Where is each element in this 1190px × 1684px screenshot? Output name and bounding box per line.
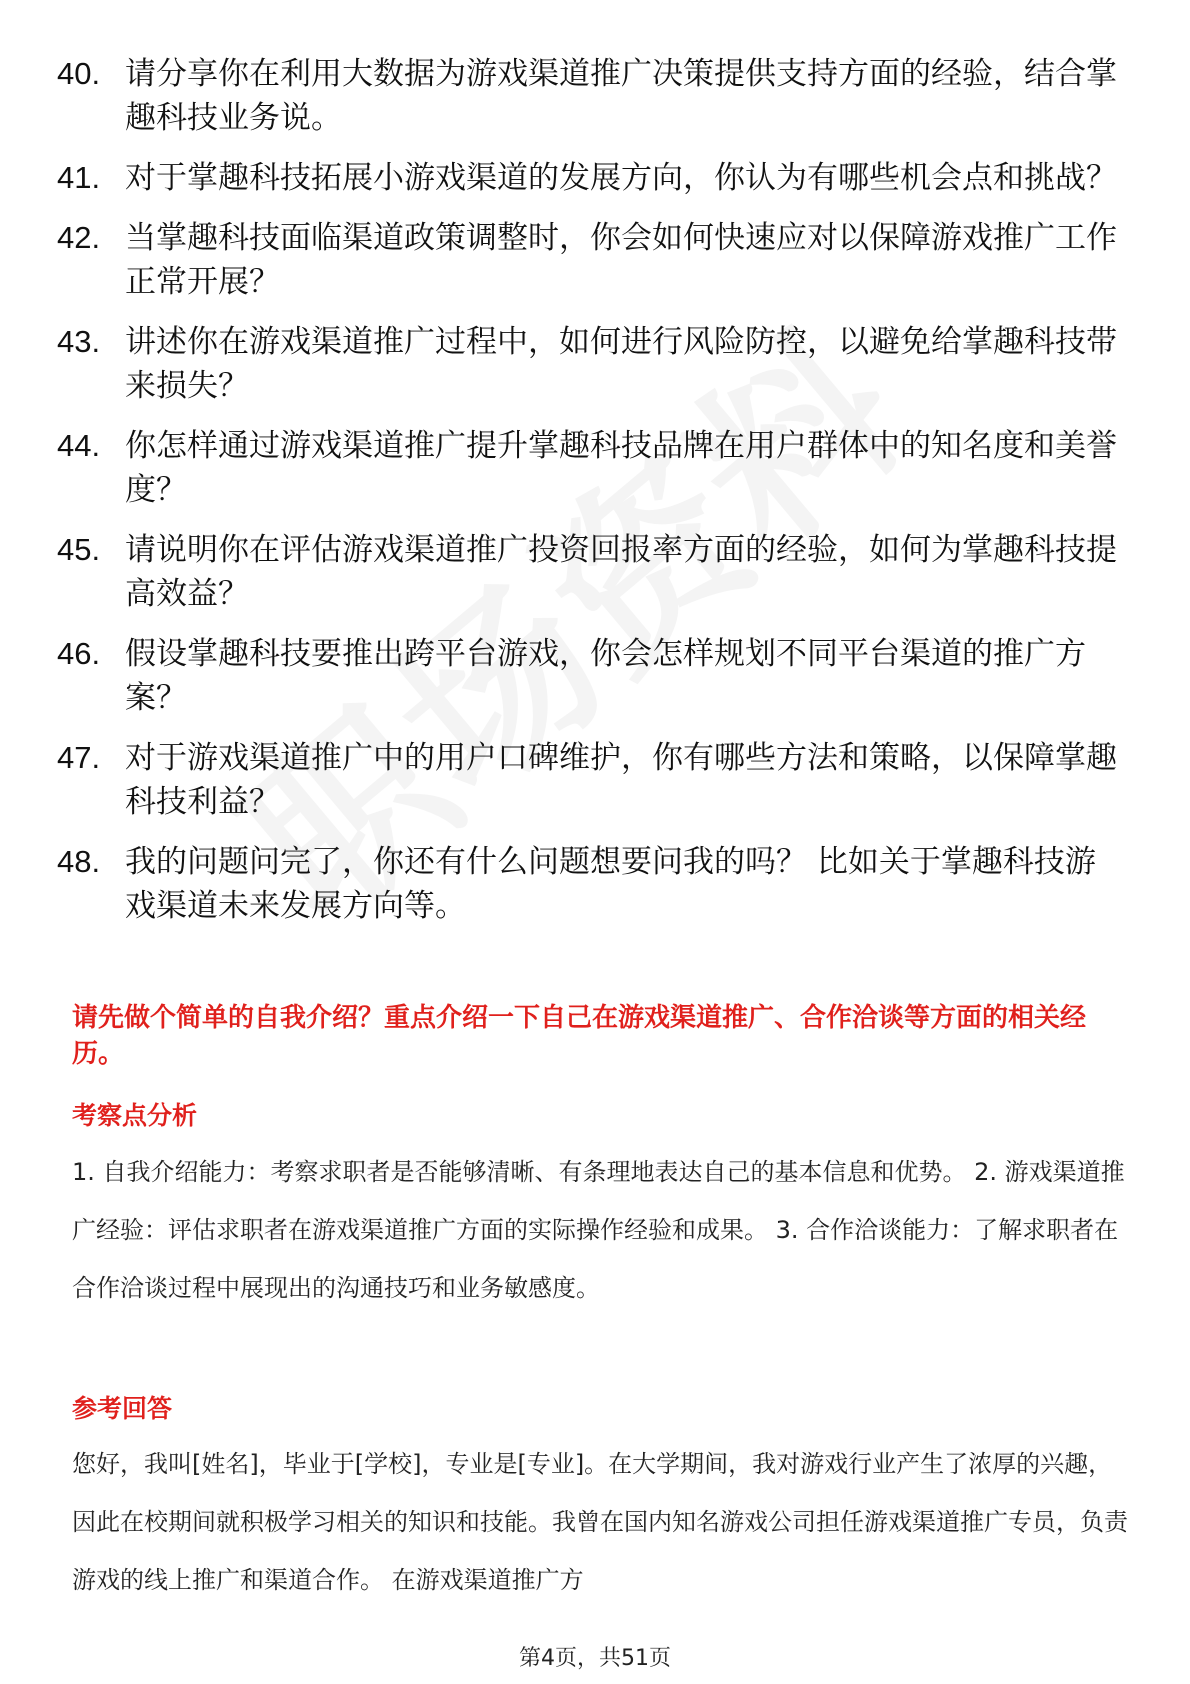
question-number: 43. — [57, 324, 101, 359]
question-item — [57, 840, 1137, 928]
question-item — [57, 156, 1137, 200]
question-number: 42. — [57, 220, 101, 255]
question-text: 对于游戏渠道推广中的用户口碑维护，你有哪些方法和策略，以保障掌趣科技利益？ — [125, 740, 1117, 820]
question-number: 44. — [57, 428, 101, 463]
question-text: 讲述你在游戏渠道推广过程中，如何进行风险防控，以避免给掌趣科技带来损失？ — [125, 324, 1117, 404]
question-text: 你怎样通过游戏渠道推广提升掌趣科技品牌在用户群体中的知名度和美誉度？ — [125, 428, 1117, 508]
question-number: 46. — [57, 636, 101, 671]
question-item — [57, 736, 1137, 824]
question-item — [57, 320, 1137, 408]
featured-question: 请先做个简单的自我介绍？重点介绍一下自己在游戏渠道推广、合作洽谈等方面的相关经历。 — [72, 1003, 1087, 1069]
analysis-text: 1. 自我介绍能力：考察求职者是否能够清晰、有条理地表达自己的基本信息和优势。 2. 游戏渠道推广经验：评估求职者在游戏渠道推广方面的实际操作经验和成果。 3. 合作洽谈能力：了解求职者在合作洽谈过程中展现出的沟通技巧和业务敏感度。 — [72, 1158, 1125, 1302]
question-item — [57, 528, 1137, 616]
question-text: 当掌趣科技面临渠道政策调整时，你会如何快速应对以保障游戏推广工作正常开展？ — [125, 220, 1117, 300]
question-text: 对于掌趣科技拓展小游戏渠道的发展方向，你认为有哪些机会点和挑战？ — [125, 160, 1117, 196]
question-text: 请分享你在利用大数据为游戏渠道推广决策提供支持方面的经验，结合掌趣科技业务说。 — [125, 56, 1117, 136]
question-number: 41. — [57, 160, 101, 195]
question-list — [57, 52, 1137, 944]
question-number: 47. — [57, 740, 101, 775]
question-item — [57, 424, 1137, 512]
analysis-title: 考察点分析 — [72, 1101, 198, 1130]
question-item — [57, 216, 1137, 304]
answer-text: 您好，我叫[姓名]，毕业于[学校]，专业是[专业]。在大学期间，我对游戏行业产生了浓厚的兴趣，因此在校期间就积极学习相关的知识和技能。我曾在国内知名游戏公司担任游戏渠道推广专员，负责游戏的线上推广和渠道合作。 在游戏渠道推广方 — [72, 1450, 1128, 1594]
question-text: 我的问题问完了，你还有什么问题想要问我的吗？ 比如关于掌趣科技游戏渠道未来发展方向等。 — [125, 844, 1096, 924]
question-number: 40. — [57, 56, 101, 91]
question-text: 请说明你在评估游戏渠道推广投资回报率方面的经验，如何为掌趣科技提高效益？ — [125, 532, 1117, 612]
question-item — [57, 52, 1137, 140]
question-number: 48. — [57, 844, 101, 879]
page-number: 第4页，共51页 — [519, 1646, 671, 1671]
question-item — [57, 632, 1137, 720]
question-text: 假设掌趣科技要推出跨平台游戏，你会怎样规划不同平台渠道的推广方案？ — [125, 636, 1086, 716]
answer-title: 参考回答 — [72, 1394, 173, 1423]
question-number: 45. — [57, 532, 101, 567]
